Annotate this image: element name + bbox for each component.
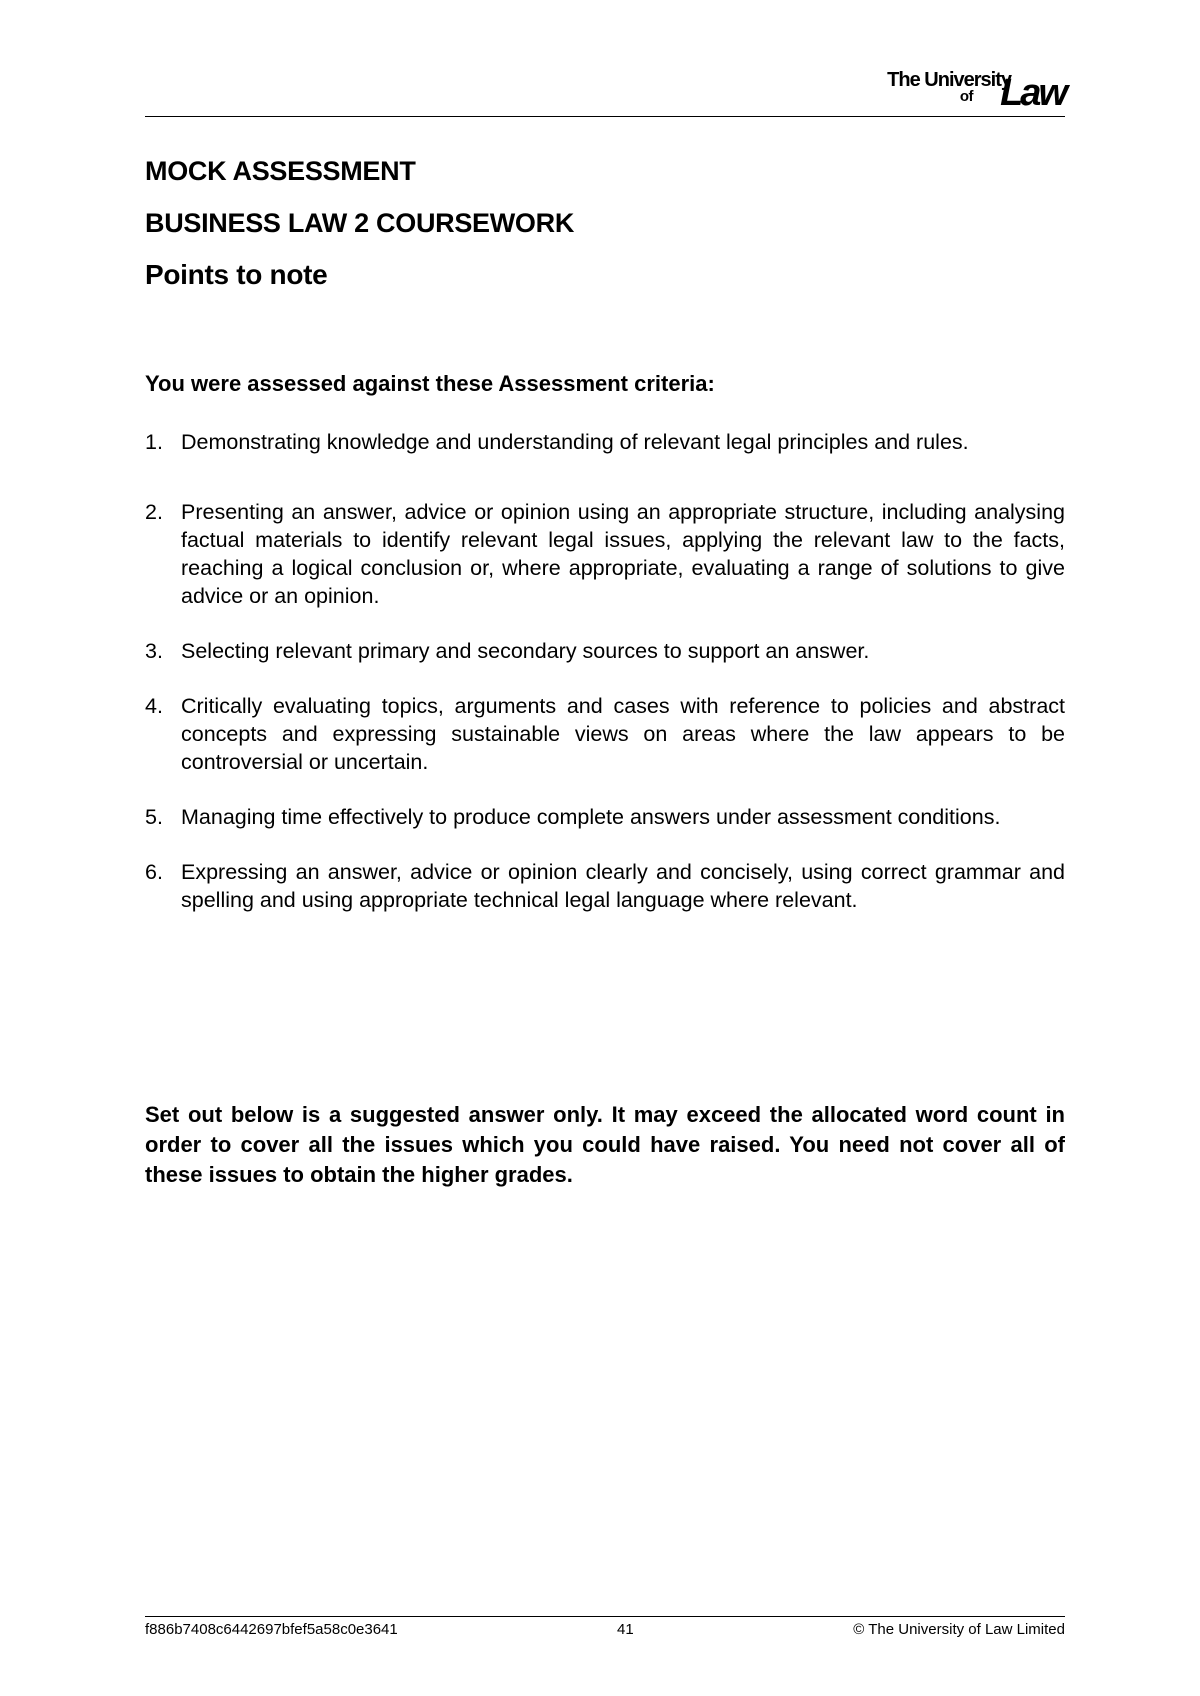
list-item-text: Demonstrating knowledge and understanding of relevant legal principles and rules. xyxy=(181,430,969,454)
university-logo xyxy=(845,64,1065,114)
logo-text-of: of xyxy=(959,88,973,105)
footer-document-code: f886b7408c6442697bfef5a58c0e3641 xyxy=(145,1621,398,1638)
list-item-text: Expressing an answer, advice or opinion clearly and concisely, using correct grammar and spelling and using appropriate technical legal language where relevant. xyxy=(181,860,1065,912)
list-item-number: 2. xyxy=(145,500,163,524)
logo-text-university: The University xyxy=(887,69,1011,91)
document-subtitle: BUSINESS LAW 2 COURSEWORK xyxy=(145,208,575,238)
criteria-intro: You were assessed against these Assessment criteria: xyxy=(145,371,715,396)
header-divider xyxy=(145,116,1065,117)
logo-text-law: Law xyxy=(1000,72,1065,114)
list-item xyxy=(145,692,1065,776)
criteria-list xyxy=(145,428,1065,941)
list-item xyxy=(145,498,1065,610)
list-item-text: Critically evaluating topics, arguments and cases with reference to policies and abstract concepts and expressing sustainable views on areas where the law appears to be controversial or uncertain. xyxy=(181,694,1065,774)
list-item-number: 1. xyxy=(145,430,163,454)
suggested-answer-note: Set out below is a suggested answer only. It may exceed the allocated word count in order to cover all the issues which you could have raised. You need not cover all of these issues to obtain the higher grades. xyxy=(145,1102,1065,1187)
list-item-number: 3. xyxy=(145,639,163,663)
list-item-text: Managing time effectively to produce complete answers under assessment conditions. xyxy=(181,805,1001,829)
footer-page-number: 41 xyxy=(617,1621,634,1638)
footer-divider xyxy=(145,1616,1065,1617)
list-item-text: Selecting relevant primary and secondary sources to support an answer. xyxy=(181,639,870,663)
list-item xyxy=(145,637,1065,665)
document-title: MOCK ASSESSMENT xyxy=(145,156,416,186)
list-item xyxy=(145,858,1065,914)
list-item-text: Presenting an answer, advice or opinion using an appropriate structure, including analysing factual materials to identify relevant legal issues, applying the relevant law to the facts, reaching a logical conclusion or, where appropriate, evaluating a range of solutions to give advice or an opinion. xyxy=(181,500,1065,608)
footer-copyright: © The University of Law Limited xyxy=(853,1621,1065,1638)
list-item xyxy=(145,803,1065,831)
list-item-number: 5. xyxy=(145,805,163,829)
list-item-number: 4. xyxy=(145,694,163,718)
section-heading: Points to note xyxy=(145,259,328,290)
list-item-number: 6. xyxy=(145,860,163,884)
list-item xyxy=(145,428,1065,456)
